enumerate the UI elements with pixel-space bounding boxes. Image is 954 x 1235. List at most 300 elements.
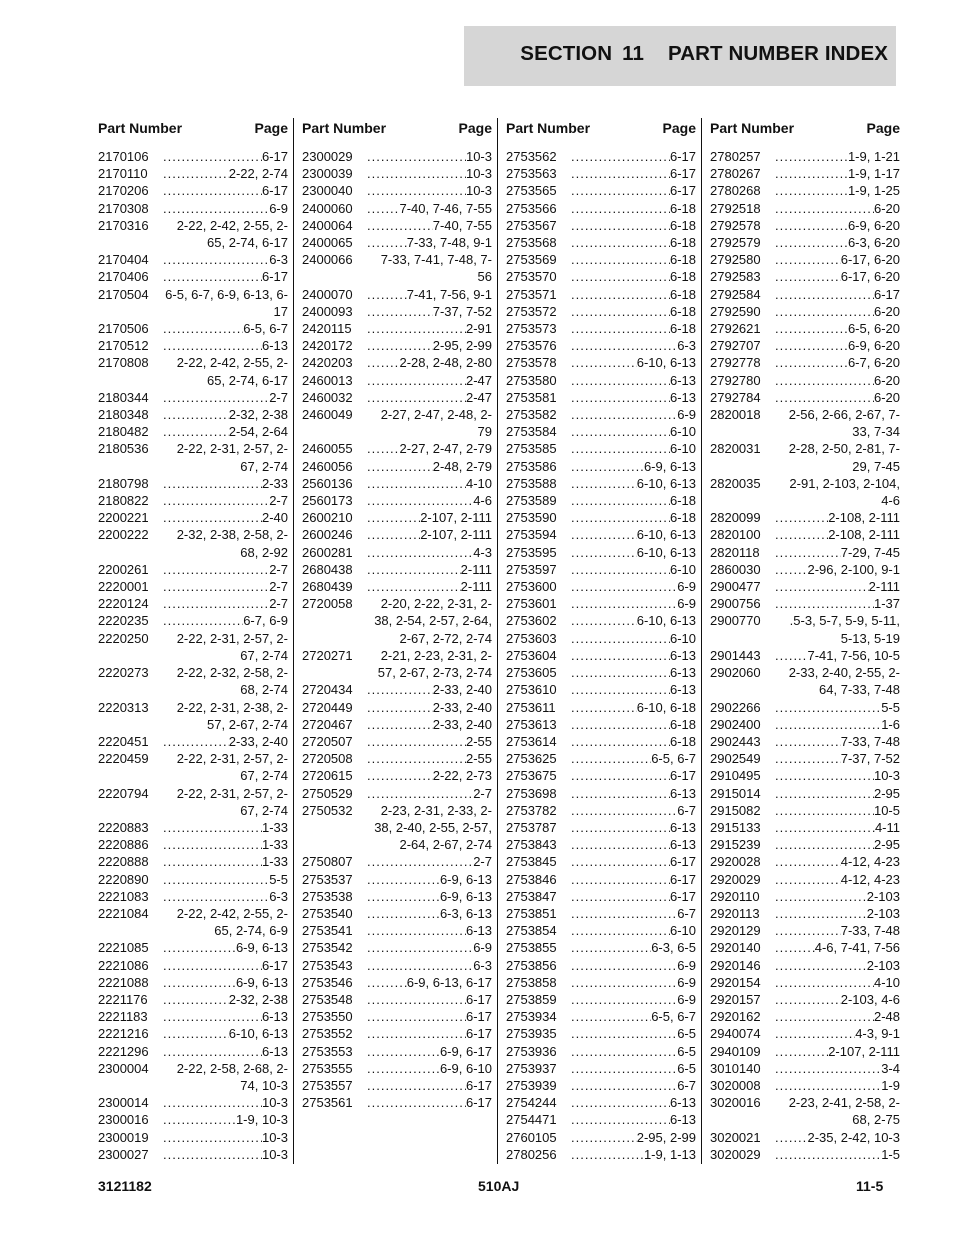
index-column-2 (302, 118, 492, 1111)
part-number: 2300029 (302, 149, 353, 164)
dot-leader (775, 509, 828, 526)
part-number: 2780268 (710, 183, 761, 199)
index-entry (302, 492, 492, 509)
part-number: 2300004 (98, 1060, 149, 1076)
index-entry (506, 320, 696, 337)
page-reference: 6-18 (669, 252, 696, 268)
dot-leader (367, 1043, 440, 1060)
index-entry (98, 148, 288, 165)
part-number: 2221083 (98, 888, 149, 904)
dot-leader (367, 974, 407, 991)
part-number: 2560173 (302, 493, 353, 509)
column-divider (293, 118, 294, 1164)
part-number: 2170504 (98, 286, 149, 302)
page-reference: 10-3 (261, 1095, 288, 1111)
footer-page-number: 11-5 (856, 1178, 884, 1194)
dot-leader (775, 526, 828, 543)
index-entry (302, 234, 492, 251)
dot-leader (367, 440, 399, 457)
index-entry (506, 974, 696, 991)
dot-leader (367, 561, 461, 578)
page-reference: 4-12, 4-23 (840, 871, 900, 887)
dot-leader (571, 372, 670, 389)
index-entry (302, 354, 492, 371)
index-entry (302, 475, 492, 492)
part-number: 2220886 (98, 837, 149, 853)
page-reference: 6-17 (669, 888, 696, 904)
dot-leader (571, 733, 670, 750)
part-number: 2460049 (302, 407, 353, 423)
dot-leader (775, 733, 841, 750)
footer-doc-number: 3121182 (98, 1178, 152, 1194)
part-number: 2920146 (710, 957, 761, 973)
part-number: 2753787 (506, 819, 557, 835)
dot-leader (571, 320, 670, 337)
part-number: 2300019 (98, 1129, 149, 1145)
index-entry (710, 853, 900, 870)
page-reference: 6-9, 6-20 (847, 338, 900, 354)
part-number: 3020029 (710, 1146, 761, 1162)
part-number: 2753562 (506, 149, 557, 164)
part-number: 2753581 (506, 389, 557, 405)
column-divider (701, 118, 702, 1164)
part-number: 2221086 (98, 957, 149, 973)
page-reference: 2-23, 2-31, 2-33, 2-38, 2-40, 2-55, 2-57, 2-64, 2-67, 2-74 (374, 802, 492, 853)
index-entry (302, 182, 492, 199)
dot-leader (775, 234, 848, 251)
index-entry (506, 1008, 696, 1025)
dot-leader (571, 991, 677, 1008)
dot-leader (775, 1008, 874, 1025)
index-entry (506, 595, 696, 612)
page-reference: 2-33, 2-40 (228, 733, 288, 749)
dot-leader (163, 957, 262, 974)
page-reference: 6-5 (677, 1060, 696, 1076)
part-number: 2720449 (302, 699, 353, 715)
part-number: 2600246 (302, 527, 353, 543)
dot-leader (775, 578, 869, 595)
dot-leader (775, 561, 807, 578)
page-reference: 4-3 (473, 544, 492, 560)
page-reference: 2-107, 2-111 (420, 510, 492, 526)
page-reference: 6-17 (465, 1077, 492, 1093)
dot-leader (775, 750, 841, 767)
dot-leader (571, 389, 670, 406)
index-entry (302, 389, 492, 406)
index-entry (302, 1008, 492, 1025)
part-number: 2753610 (506, 682, 557, 698)
part-number: 2915133 (710, 819, 761, 835)
page-reference: 6-5 (677, 1043, 696, 1059)
part-number: 2170406 (98, 269, 149, 285)
dot-leader (163, 1025, 229, 1042)
index-entry (302, 595, 492, 647)
part-number: 2220890 (98, 871, 149, 887)
part-number: 2753576 (506, 338, 557, 354)
part-number: 2792518 (710, 200, 761, 216)
index-entry (302, 767, 492, 784)
part-number: 2221176 (98, 991, 148, 1007)
page-reference: 7-41, 7-56, 9-1 (406, 286, 492, 302)
part-number: 2780256 (506, 1146, 557, 1162)
index-entry (506, 406, 696, 423)
index-entry (710, 1043, 900, 1060)
part-number: 2753845 (506, 854, 557, 870)
dot-leader (367, 1094, 466, 1111)
index-entry (302, 200, 492, 217)
page-reference: 4-6, 7-41, 7-56 (814, 940, 900, 956)
part-number: 2720058 (302, 596, 353, 612)
index-entry (506, 699, 696, 716)
dot-leader (571, 458, 644, 475)
index-entry (710, 957, 900, 974)
index-entry (506, 733, 696, 750)
dot-leader (367, 1025, 466, 1042)
part-number: 2753553 (302, 1043, 353, 1059)
page-reference: 6-5 (677, 1026, 696, 1042)
index-entry (710, 819, 900, 836)
index-entry (302, 716, 492, 733)
dot-leader (163, 320, 243, 337)
dot-leader (367, 354, 399, 371)
index-entry (98, 888, 288, 905)
part-number: 2753585 (506, 441, 557, 457)
dot-leader (367, 1008, 466, 1025)
dot-leader (163, 595, 269, 612)
part-number: 2920129 (710, 923, 761, 939)
dot-leader (367, 699, 433, 716)
page-reference: 1-33 (261, 854, 288, 870)
dot-leader (571, 337, 677, 354)
dot-leader (775, 389, 874, 406)
index-entry (506, 182, 696, 199)
part-number: 2220451 (98, 733, 149, 749)
dot-leader (163, 423, 229, 440)
page-reference: 6-17 (465, 1026, 492, 1042)
index-entry (506, 939, 696, 956)
page-reference: 2-55 (465, 733, 492, 749)
page-reference: 10-5 (873, 802, 900, 818)
dot-leader (163, 853, 262, 870)
index-entry (710, 1129, 900, 1146)
page-reference: 2-23, 2-41, 2-58, 2-68, 2-75 (788, 1095, 900, 1128)
dot-leader (163, 1129, 262, 1146)
part-number: 2753611 (506, 699, 556, 715)
dot-leader (775, 148, 848, 165)
dot-leader (367, 785, 473, 802)
page-reference: 2-47 (465, 372, 492, 388)
page-reference: 10-3 (873, 768, 900, 784)
dot-leader (367, 853, 473, 870)
dot-leader (775, 337, 848, 354)
part-number: 2170512 (98, 338, 149, 354)
part-number: 2420203 (302, 355, 353, 371)
part-number: 2170106 (98, 149, 149, 164)
page-reference: 1-37 (873, 596, 900, 612)
dot-leader (571, 182, 670, 199)
part-number: 2753580 (506, 372, 557, 388)
index-entry (710, 974, 900, 991)
dot-leader (163, 1043, 262, 1060)
page-reference: 6-9, 6-13, 6-17 (406, 974, 492, 990)
part-number: 2753613 (506, 716, 557, 732)
part-number: 2753590 (506, 510, 557, 526)
dot-leader (571, 268, 670, 285)
part-number: 2753595 (506, 544, 557, 560)
page-reference: 7-41, 7-56, 10-5 (807, 647, 900, 663)
index-entry (710, 1094, 900, 1128)
dot-leader (163, 561, 269, 578)
page-reference: 6-13 (669, 819, 696, 835)
part-number: 2753538 (302, 888, 353, 904)
dot-leader (571, 922, 670, 939)
page-reference: 2-111 (868, 579, 900, 595)
page-reference: 6-7 (677, 905, 696, 921)
part-number: 2750807 (302, 854, 353, 870)
page-reference: 5-5 (881, 699, 900, 715)
index-entry (710, 148, 900, 165)
index-entry (98, 354, 288, 388)
index-entry (506, 767, 696, 784)
page-reference: 2-22, 2-74 (228, 166, 288, 182)
part-number: 2753614 (506, 733, 557, 749)
index-entry (506, 1146, 696, 1163)
part-number: 2753557 (302, 1077, 353, 1093)
dot-leader (367, 905, 440, 922)
part-number: 2221216 (98, 1026, 149, 1042)
index-entry (98, 1025, 288, 1042)
page-reference: 6-10 (669, 441, 696, 457)
dot-leader (163, 819, 262, 836)
part-number: 2753542 (302, 940, 353, 956)
page-reference: 6-10, 6-13 (636, 355, 696, 371)
index-entry (506, 802, 696, 819)
part-number: 2753537 (302, 871, 353, 887)
page-reference: 2-7 (269, 596, 288, 612)
page-reference: 2-96, 2-100, 9-1 (807, 561, 900, 577)
part-number: 2753582 (506, 407, 557, 423)
part-number: 2753859 (506, 991, 557, 1007)
part-number: 2753555 (302, 1060, 353, 1076)
part-number: 2720434 (302, 682, 353, 698)
column-divider (497, 118, 498, 1164)
dot-leader (571, 234, 670, 251)
part-number: 2753594 (506, 527, 557, 543)
part-number: 2753851 (506, 905, 557, 921)
index-entry (98, 526, 288, 560)
dot-leader (367, 389, 466, 406)
dot-leader (163, 509, 262, 526)
index-entry (98, 475, 288, 492)
index-entry (302, 286, 492, 303)
part-number: 2680439 (302, 579, 353, 595)
index-entry (98, 853, 288, 870)
dot-leader (775, 1060, 881, 1077)
part-number: 2753597 (506, 561, 557, 577)
page-reference: 2-7 (269, 561, 288, 577)
index-entry (506, 871, 696, 888)
index-entry (710, 647, 900, 664)
part-number: 2900770 (710, 613, 761, 629)
page-reference: 6-9, 6-10 (439, 1060, 492, 1076)
index-entry (710, 372, 900, 389)
part-number: 3020008 (710, 1077, 761, 1093)
page-reference: 2-32, 2-38 (228, 991, 288, 1007)
section-name: PART NUMBER INDEX (668, 42, 888, 65)
part-number: 2753625 (506, 751, 557, 767)
index-entry (710, 320, 900, 337)
part-number: 2753572 (506, 303, 557, 319)
part-number: 2221296 (98, 1043, 149, 1059)
page-reference: 2-35, 2-42, 10-3 (807, 1129, 900, 1145)
part-number: 2720271 (302, 647, 353, 663)
page-reference: 2-95, 2-99 (432, 338, 492, 354)
index-entry (710, 337, 900, 354)
dot-leader (367, 1060, 440, 1077)
page-reference: 6-9 (677, 596, 696, 612)
part-number: 2753586 (506, 458, 557, 474)
dot-leader (775, 1043, 828, 1060)
page-reference: 6-10 (669, 561, 696, 577)
index-entry (506, 303, 696, 320)
index-entry (506, 630, 696, 647)
index-entry (302, 1094, 492, 1111)
dot-leader (367, 544, 473, 561)
index-entry (506, 234, 696, 251)
page-reference: 1-33 (261, 837, 288, 853)
page-reference: 10-3 (465, 183, 492, 199)
index-entry (302, 785, 492, 802)
part-number: 2915014 (710, 785, 761, 801)
part-number: 2792780 (710, 372, 761, 388)
dot-leader (775, 922, 841, 939)
index-entry (302, 372, 492, 389)
part-number: 2200221 (98, 510, 149, 526)
part-number: 2180536 (98, 441, 149, 457)
section-label: SECTION (520, 42, 613, 65)
page-reference: 6-20 (873, 303, 900, 319)
dot-leader (163, 1008, 262, 1025)
dot-leader (367, 458, 433, 475)
index-entry (710, 234, 900, 251)
dot-leader (775, 1025, 855, 1042)
index-entry (710, 440, 900, 474)
dot-leader (571, 1008, 651, 1025)
dot-leader (367, 578, 461, 595)
dot-leader (163, 1111, 236, 1128)
part-number: 2753568 (506, 235, 557, 251)
part-number: 2902266 (710, 699, 761, 715)
index-entry (710, 785, 900, 802)
dot-leader (163, 337, 262, 354)
page-reference: 7-37, 7-52 (432, 303, 492, 319)
page-reference: 2-33, 2-40, 2-55, 2-64, 7-33, 7-48 (788, 665, 900, 698)
page-header: Page (458, 120, 492, 136)
index-entry (302, 802, 492, 854)
part-number: 2221088 (98, 974, 149, 990)
index-entry (302, 544, 492, 561)
dot-leader (163, 165, 229, 182)
part-number: 2200222 (98, 527, 149, 543)
index-entry (302, 1077, 492, 1094)
index-entry (98, 578, 288, 595)
part-number: 2780257 (710, 149, 761, 164)
index-entry (98, 699, 288, 733)
section-title (520, 42, 888, 66)
part-number: 2920162 (710, 1009, 761, 1025)
part-number: 2460032 (302, 389, 353, 405)
part-number: 2221183 (98, 1009, 148, 1025)
part-number: 2180348 (98, 407, 149, 423)
part-number: 2792778 (710, 355, 761, 371)
dot-leader (163, 268, 262, 285)
page-reference: 6-13 (669, 1095, 696, 1111)
dot-leader (163, 578, 269, 595)
page-reference: 6-9, 6-13 (439, 888, 492, 904)
index-entry (302, 681, 492, 698)
dot-leader (775, 802, 874, 819)
index-entry (302, 406, 492, 440)
dot-leader (367, 337, 433, 354)
part-number: 2940109 (710, 1043, 761, 1059)
page-reference: 6-17 (669, 871, 696, 887)
page-reference: 6-9, 6-13 (235, 940, 288, 956)
part-number: 2910495 (710, 768, 761, 784)
page-reference: 6-20 (873, 200, 900, 216)
part-number: 2753854 (506, 923, 557, 939)
part-number: 2753565 (506, 183, 557, 199)
index-column-4 (710, 118, 900, 1163)
page-reference: 2-22, 2-42, 2-55, 2-65, 2-74, 6-17 (176, 355, 288, 388)
page-reference: 2-28, 2-50, 2-81, 7-29, 7-45 (788, 441, 900, 474)
part-number: 2792578 (710, 217, 761, 233)
part-number: 2753566 (506, 200, 557, 216)
dot-leader (775, 595, 874, 612)
part-number: 2920140 (710, 940, 761, 956)
part-number: 2170404 (98, 252, 149, 268)
index-entry (506, 1043, 696, 1060)
part-number: 2792621 (710, 321, 761, 337)
page-reference: 7-33, 7-48 (840, 733, 900, 749)
page-reference: 6-3 (269, 252, 288, 268)
dot-leader (367, 303, 433, 320)
part-number: 2920154 (710, 974, 761, 990)
dot-leader (775, 1129, 807, 1146)
page-reference: 6-10 (669, 630, 696, 646)
dot-leader (775, 372, 874, 389)
page-reference: 2-108, 2-111 (828, 510, 900, 526)
dot-leader (571, 802, 677, 819)
page-reference: 2-54, 2-64 (228, 424, 288, 440)
part-number: 2753782 (506, 802, 557, 818)
page-reference: 6-17 (669, 854, 696, 870)
index-entry (710, 905, 900, 922)
dot-leader (775, 716, 881, 733)
page-reference: 2-22, 2-31, 2-57, 2-67, 2-74 (176, 630, 288, 663)
index-entry (506, 1077, 696, 1094)
index-entry (506, 217, 696, 234)
page-reference: 1-5 (881, 1146, 900, 1162)
part-number: 2180822 (98, 493, 149, 509)
page-reference: 6-3 (473, 957, 492, 973)
index-entry (710, 699, 900, 716)
dot-leader (163, 389, 269, 406)
index-entry (98, 1008, 288, 1025)
page-reference: 6-10 (669, 923, 696, 939)
index-entry (710, 1077, 900, 1094)
index-entry (710, 165, 900, 182)
page-reference: 2-103 (866, 888, 900, 904)
